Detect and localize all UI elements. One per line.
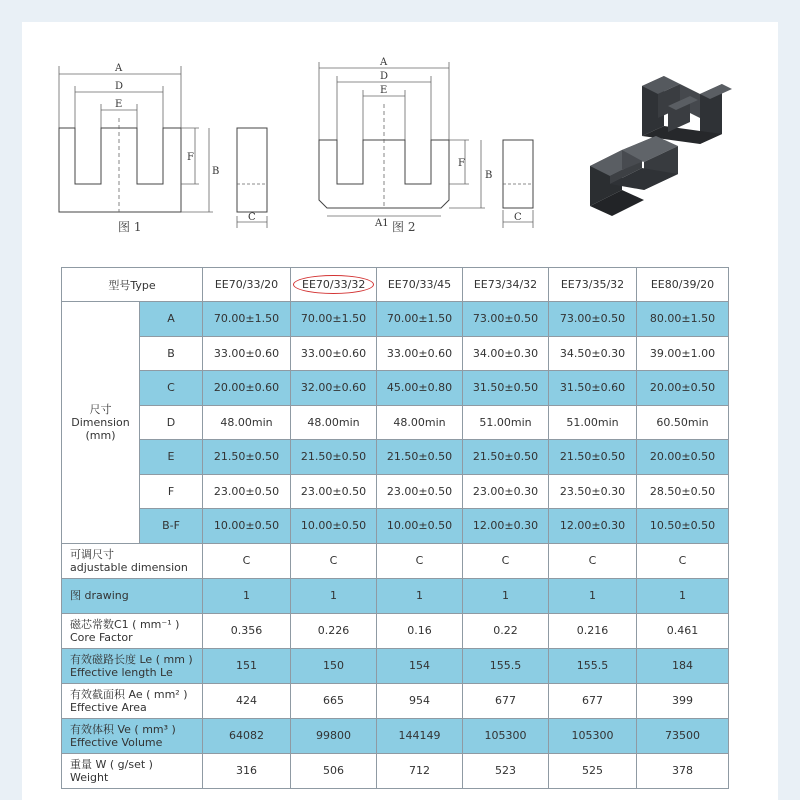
highlight-circle: EE70/33/32: [293, 275, 374, 294]
property-label: [62, 648, 203, 683]
table-cell: 31.50±0.60: [549, 371, 637, 406]
dimension-row: [62, 509, 729, 544]
column-header: EE70/33/45: [377, 268, 463, 302]
property-row: [62, 613, 729, 648]
table-cell: C: [291, 543, 377, 578]
table-cell: 10.00±0.50: [291, 509, 377, 544]
table-cell: 31.50±0.50: [463, 371, 549, 406]
dim-label-D: D: [115, 81, 124, 92]
table-cell: 48.00min: [291, 405, 377, 440]
table-cell: 525: [549, 753, 637, 788]
table-cell: 45.00±0.80: [377, 371, 463, 406]
table-cell: 378: [637, 753, 729, 788]
table-cell: 1: [377, 578, 463, 613]
product-sheet: [22, 22, 778, 800]
dimension-group-label: [62, 302, 140, 544]
property-row: [62, 578, 729, 613]
dim-label-D: D: [380, 71, 389, 82]
table-cell: 151: [203, 648, 291, 683]
dimension-name: E: [140, 440, 203, 475]
dimension-label-line: 尺寸: [89, 402, 112, 416]
table-cell: 20.00±0.60: [203, 371, 291, 406]
table-cell: 665: [291, 683, 377, 718]
table-cell: 10.00±0.50: [377, 509, 463, 544]
dim-label-B: B: [485, 170, 493, 181]
table-cell: 33.00±0.60: [377, 336, 463, 371]
property-label-line: 图 drawing: [70, 589, 129, 602]
table-cell: 1: [463, 578, 549, 613]
dimension-name: C: [140, 371, 203, 406]
property-label-line: 磁芯常数C1 ( mm⁻¹ ): [70, 617, 180, 631]
column-header-highlighted: [291, 268, 377, 302]
table-cell: 48.00min: [377, 405, 463, 440]
table-cell: 23.50±0.30: [549, 474, 637, 509]
table-cell: 70.00±1.50: [377, 302, 463, 337]
table-cell: 64082: [203, 718, 291, 753]
table-cell: 150: [291, 648, 377, 683]
property-row: [62, 753, 729, 788]
table-cell: 0.226: [291, 613, 377, 648]
table-cell: 21.50±0.50: [463, 440, 549, 475]
table-cell: 677: [549, 683, 637, 718]
property-label-line: adjustable dimension: [70, 560, 188, 574]
dimension-name: B: [140, 336, 203, 371]
table-cell: 28.50±0.50: [637, 474, 729, 509]
table-cell: 21.50±0.50: [291, 440, 377, 475]
table-cell: 105300: [463, 718, 549, 753]
property-label-line: Weight: [70, 770, 109, 784]
table-cell: 1: [549, 578, 637, 613]
table-cell: 80.00±1.50: [637, 302, 729, 337]
property-label-line: Effective length Le: [70, 665, 173, 679]
column-header: EE70/33/20: [203, 268, 291, 302]
type-header: 型号Type: [62, 268, 203, 302]
dimension-label-line: Dimension: [71, 415, 130, 429]
table-cell: 424: [203, 683, 291, 718]
table-cell: 34.00±0.30: [463, 336, 549, 371]
table-cell: 1: [291, 578, 377, 613]
dimension-row: [62, 336, 729, 371]
table-cell: C: [463, 543, 549, 578]
dim-label-F: F: [458, 158, 465, 169]
property-label: [62, 613, 203, 648]
property-label: [62, 543, 203, 578]
figure-1-caption: 图 1: [118, 220, 142, 234]
dimension-row: [62, 440, 729, 475]
dimension-name: F: [140, 474, 203, 509]
table-cell: 21.50±0.50: [203, 440, 291, 475]
property-label-line: 可调尺寸: [70, 547, 114, 561]
dim-label-A: A: [115, 63, 123, 74]
table-cell: 677: [463, 683, 549, 718]
header-row: [62, 268, 729, 302]
table-cell: 73.00±0.50: [463, 302, 549, 337]
column-header: EE80/39/20: [637, 268, 729, 302]
property-row: [62, 683, 729, 718]
property-label: [62, 753, 203, 788]
property-label-line: 有效磁路长度 Le ( mm ): [70, 652, 193, 666]
table-cell: 144149: [377, 718, 463, 753]
table-cell: 21.50±0.50: [377, 440, 463, 475]
property-row: [62, 648, 729, 683]
dim-label-A1: A1: [375, 218, 389, 229]
table-cell: 712: [377, 753, 463, 788]
table-cell: 70.00±1.50: [203, 302, 291, 337]
table-cell: 23.00±0.50: [291, 474, 377, 509]
table-cell: 399: [637, 683, 729, 718]
table-cell: 12.00±0.30: [463, 509, 549, 544]
table-cell: 33.00±0.60: [203, 336, 291, 371]
dimension-row: [62, 405, 729, 440]
dimension-name: A: [140, 302, 203, 337]
property-label: [62, 683, 203, 718]
table-cell: C: [203, 543, 291, 578]
table-cell: 51.00min: [463, 405, 549, 440]
table-cell: 48.00min: [203, 405, 291, 440]
property-label-line: Core Factor: [70, 630, 133, 644]
dimension-row: [62, 302, 729, 337]
dimension-row: [62, 371, 729, 406]
table-cell: 0.356: [203, 613, 291, 648]
column-header: EE73/35/32: [549, 268, 637, 302]
table-cell: 34.50±0.30: [549, 336, 637, 371]
table-cell: 184: [637, 648, 729, 683]
table-cell: 0.216: [549, 613, 637, 648]
table-cell: 23.00±0.30: [463, 474, 549, 509]
table-cell: 10.00±0.50: [203, 509, 291, 544]
table-cell: 23.00±0.50: [377, 474, 463, 509]
property-label-line: Effective Volume: [70, 735, 163, 749]
table-cell: C: [637, 543, 729, 578]
table-cell: 99800: [291, 718, 377, 753]
dimension-row: [62, 474, 729, 509]
table-cell: 73.00±0.50: [549, 302, 637, 337]
table-cell: 1: [637, 578, 729, 613]
property-label: [62, 578, 203, 613]
table-cell: 39.00±1.00: [637, 336, 729, 371]
table-cell: 506: [291, 753, 377, 788]
table-cell: 32.00±0.60: [291, 371, 377, 406]
table-cell: 155.5: [549, 648, 637, 683]
table-cell: 21.50±0.50: [549, 440, 637, 475]
table-cell: 0.16: [377, 613, 463, 648]
figure-1-drawing: [47, 52, 277, 222]
dim-label-C: C: [514, 212, 522, 223]
ferrite-core-photo: [582, 66, 732, 216]
table-cell: 316: [203, 753, 291, 788]
dimension-name: B-F: [140, 509, 203, 544]
dimension-label-line: (mm): [85, 428, 116, 442]
table-cell: 1: [203, 578, 291, 613]
dim-label-E: E: [380, 85, 388, 96]
table-cell: 523: [463, 753, 549, 788]
table-cell: 51.00min: [549, 405, 637, 440]
table-cell: 33.00±0.60: [291, 336, 377, 371]
table-cell: C: [377, 543, 463, 578]
property-label-line: 有效截面积 Ae ( mm² ): [70, 687, 188, 701]
table-cell: 0.22: [463, 613, 549, 648]
dim-label-F: F: [187, 152, 194, 163]
table-cell: 154: [377, 648, 463, 683]
property-row: [62, 543, 729, 578]
table-cell: 105300: [549, 718, 637, 753]
table-cell: 0.461: [637, 613, 729, 648]
table-cell: 10.50±0.50: [637, 509, 729, 544]
dimension-name: D: [140, 405, 203, 440]
property-row: [62, 718, 729, 753]
dim-label-A: A: [380, 57, 388, 68]
table-cell: 73500: [637, 718, 729, 753]
property-label-line: 重量 W ( g/set ): [70, 757, 153, 771]
table-cell: 20.00±0.50: [637, 440, 729, 475]
table-cell: 20.00±0.50: [637, 371, 729, 406]
table-cell: 155.5: [463, 648, 549, 683]
dim-label-C: C: [248, 212, 256, 223]
table-cell: 954: [377, 683, 463, 718]
table-cell: 12.00±0.30: [549, 509, 637, 544]
column-header: EE73/34/32: [463, 268, 549, 302]
spec-table: [61, 267, 729, 789]
table-cell: 60.50min: [637, 405, 729, 440]
dim-label-B: B: [212, 166, 220, 177]
property-label-line: Effective Area: [70, 700, 147, 714]
table-cell: C: [549, 543, 637, 578]
table-cell: 23.00±0.50: [203, 474, 291, 509]
property-label: [62, 718, 203, 753]
figure-2-caption: 图 2: [392, 220, 416, 234]
property-label-line: 有效体积 Ve ( mm³ ): [70, 722, 176, 736]
table-cell: 70.00±1.50: [291, 302, 377, 337]
dim-label-E: E: [115, 99, 123, 110]
